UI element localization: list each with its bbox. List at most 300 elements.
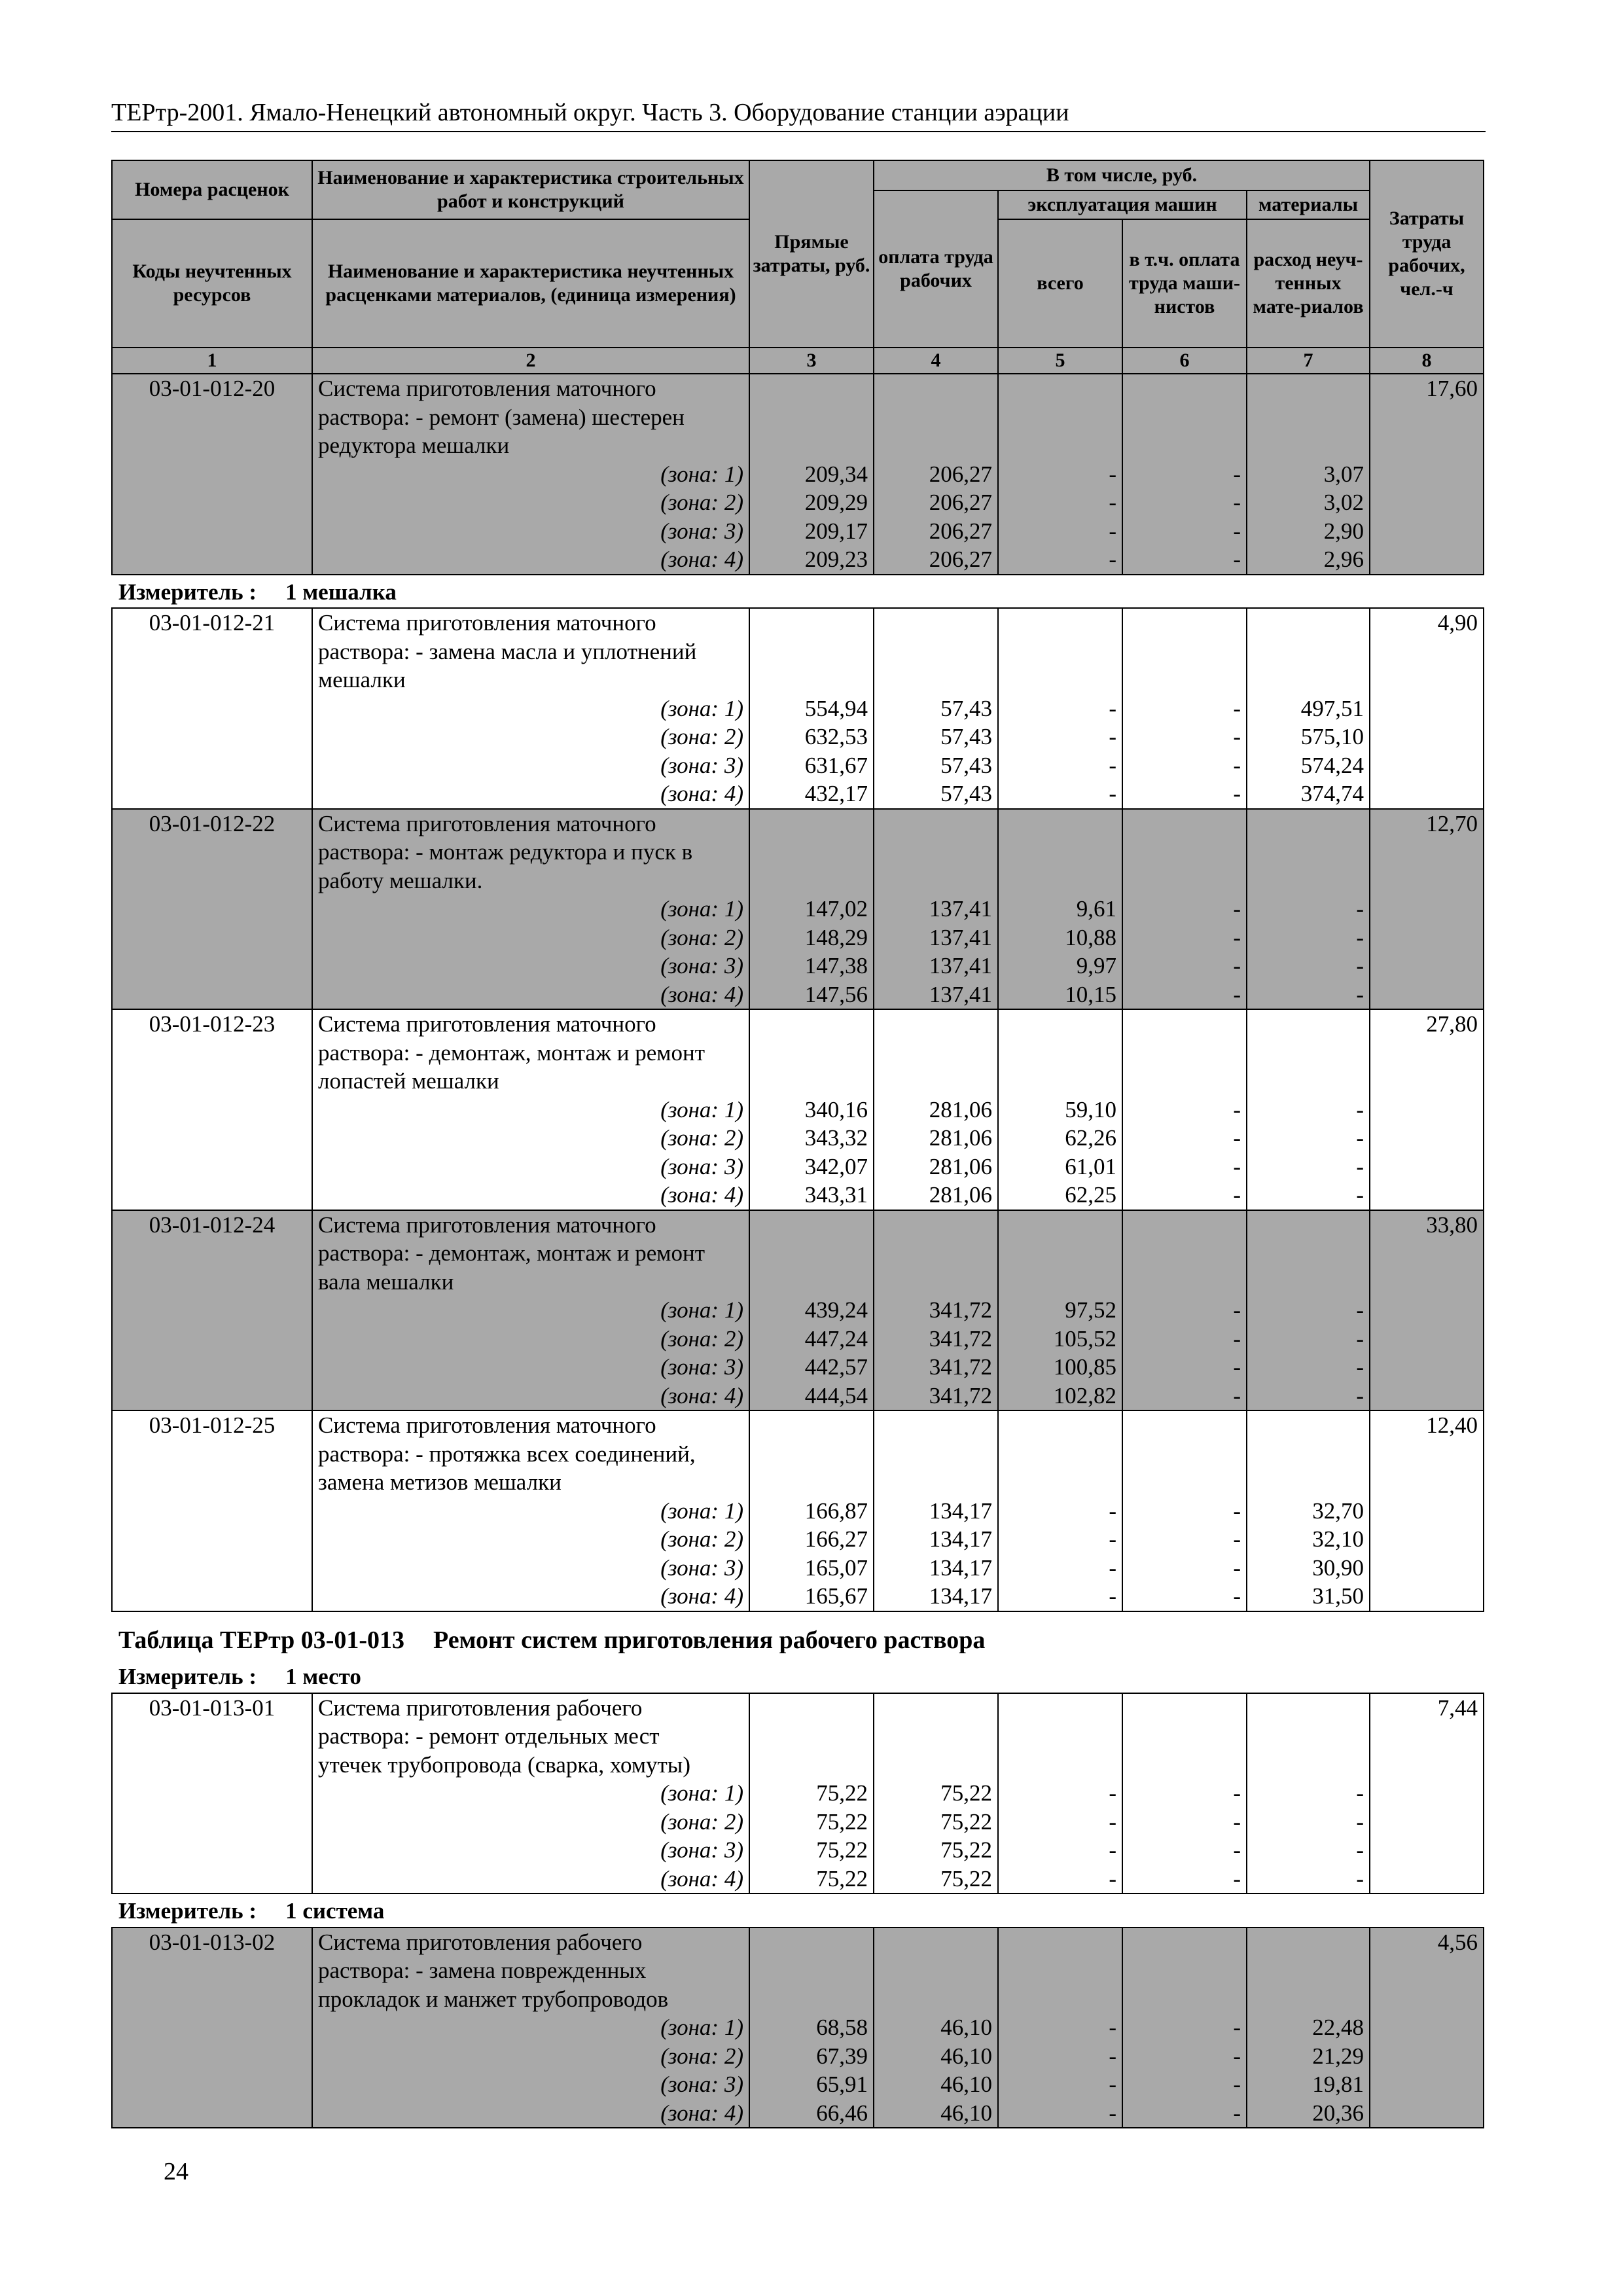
empty-cell	[749, 1956, 874, 1985]
empty-cell	[1247, 1722, 1370, 1751]
table-row	[112, 1124, 1484, 1153]
empty-cell	[749, 608, 874, 637]
empty-cell	[749, 1268, 874, 1297]
rate-code	[112, 637, 312, 666]
zone-label: (зона: 2)	[312, 1124, 749, 1153]
machine-total: -	[998, 1582, 1122, 1611]
operator-pay: -	[1122, 545, 1247, 575]
header-operator-pay: в т.ч. оплата труда маши-нистов	[1122, 219, 1247, 348]
empty-cell	[1122, 431, 1247, 460]
table-row	[112, 867, 1484, 895]
header-including: В том числе, руб.	[874, 160, 1370, 190]
zone-label: (зона: 3)	[312, 952, 749, 980]
machine-total: 62,25	[998, 1181, 1122, 1210]
table-row	[112, 1239, 1484, 1268]
empty-cell	[1122, 1693, 1247, 1723]
machine-total: 105,52	[998, 1325, 1122, 1354]
empty-cell	[749, 1693, 874, 1723]
empty-cell	[1247, 1440, 1370, 1469]
empty-cell	[998, 838, 1122, 867]
direct-cost: 209,23	[749, 545, 874, 575]
work-description: Система приготовления маточного	[312, 608, 749, 637]
empty-cell	[1370, 723, 1484, 751]
labor-cost	[1370, 1239, 1484, 1268]
header-resource-codes: Коды неучтенных ресурсов	[112, 219, 312, 348]
operator-pay: -	[1122, 952, 1247, 980]
empty-cell	[112, 2070, 312, 2099]
table-row	[112, 1582, 1484, 1611]
empty-cell	[1122, 1985, 1247, 2014]
material-cost: 20,36	[1247, 2099, 1370, 2128]
zone-label: (зона: 1)	[312, 895, 749, 924]
empty-cell	[998, 867, 1122, 895]
table-row	[112, 694, 1484, 723]
empty-cell	[874, 1039, 998, 1067]
worker-pay: 46,10	[874, 2099, 998, 2128]
empty-cell	[998, 1039, 1122, 1067]
material-cost: 575,10	[1247, 723, 1370, 751]
labor-cost	[1370, 1956, 1484, 1985]
empty-cell	[998, 608, 1122, 637]
direct-cost: 442,57	[749, 1353, 874, 1382]
rate-code	[112, 1039, 312, 1067]
zone-label: (зона: 2)	[312, 1808, 749, 1837]
table-row	[112, 1325, 1484, 1354]
empty-cell	[998, 666, 1122, 694]
labor-cost: 4,90	[1370, 608, 1484, 637]
material-cost: -	[1247, 1353, 1370, 1382]
empty-cell	[998, 1009, 1122, 1039]
labor-cost	[1370, 867, 1484, 895]
empty-cell	[874, 608, 998, 637]
worker-pay: 341,72	[874, 1296, 998, 1325]
zone-label: (зона: 4)	[312, 1865, 749, 1894]
zone-label: (зона: 2)	[312, 1325, 749, 1354]
work-description: раствора: - протяжка всех соединений,	[312, 1440, 749, 1469]
machine-total: -	[998, 751, 1122, 780]
table-header	[112, 160, 1484, 374]
empty-cell	[1370, 2070, 1484, 2099]
empty-cell	[1247, 403, 1370, 432]
operator-pay: -	[1122, 1296, 1247, 1325]
material-cost: 574,24	[1247, 751, 1370, 780]
material-cost: -	[1247, 924, 1370, 952]
zone-label: (зона: 3)	[312, 1836, 749, 1865]
empty-cell	[1247, 1067, 1370, 1096]
empty-cell	[112, 1382, 312, 1411]
header-machine-operation: эксплуатация машин	[998, 190, 1247, 219]
work-description: работу мешалки.	[312, 867, 749, 895]
header-work-name: Наименование и характеристика строительных работ и конструкций	[312, 160, 749, 219]
empty-cell	[112, 1865, 312, 1894]
machine-total: -	[998, 517, 1122, 546]
empty-cell	[112, 1124, 312, 1153]
empty-cell	[874, 431, 998, 460]
empty-cell	[1247, 1928, 1370, 1957]
header-col-number: 5	[998, 348, 1122, 374]
header-direct-costs: Прямые затраты, руб.	[749, 160, 874, 348]
zone-label: (зона: 1)	[312, 1096, 749, 1124]
table-row	[112, 1096, 1484, 1124]
zone-label: (зона: 4)	[312, 545, 749, 575]
direct-cost: 554,94	[749, 694, 874, 723]
machine-total: -	[998, 545, 1122, 575]
rate-code: 03-01-012-22	[112, 809, 312, 838]
empty-cell	[749, 374, 874, 403]
worker-pay: 281,06	[874, 1124, 998, 1153]
machine-total: -	[998, 488, 1122, 517]
empty-cell	[998, 1239, 1122, 1268]
work-description: раствора: - демонтаж, монтаж и ремонт	[312, 1239, 749, 1268]
empty-cell	[874, 1956, 998, 1985]
empty-cell	[749, 1410, 874, 1440]
zone-label: (зона: 4)	[312, 1382, 749, 1411]
direct-cost: 147,56	[749, 980, 874, 1010]
empty-cell	[749, 637, 874, 666]
empty-cell	[1122, 1722, 1247, 1751]
worker-pay: 46,10	[874, 2070, 998, 2099]
direct-cost: 209,29	[749, 488, 874, 517]
empty-cell	[1122, 1239, 1247, 1268]
operator-pay: -	[1122, 1382, 1247, 1411]
header-col-number: 7	[1247, 348, 1370, 374]
work-description: замена метизов мешалки	[312, 1468, 749, 1497]
empty-cell	[1122, 403, 1247, 432]
work-description: лопастей мешалки	[312, 1067, 749, 1096]
table-row	[112, 2099, 1484, 2128]
table-row	[112, 1751, 1484, 1780]
empty-cell	[874, 1210, 998, 1240]
material-cost: 30,90	[1247, 1554, 1370, 1583]
direct-cost: 342,07	[749, 1153, 874, 1181]
material-cost: -	[1247, 1779, 1370, 1808]
zone-label: (зона: 4)	[312, 780, 749, 809]
worker-pay: 134,17	[874, 1497, 998, 1526]
empty-cell	[1122, 1268, 1247, 1297]
direct-cost: 75,22	[749, 1836, 874, 1865]
work-description: Система приготовления маточного	[312, 1210, 749, 1240]
empty-cell	[1247, 1268, 1370, 1297]
table-row	[112, 1268, 1484, 1297]
measure-unit: 1 система	[285, 1898, 385, 1924]
table-row	[112, 1497, 1484, 1526]
empty-cell	[1247, 431, 1370, 460]
empty-cell	[874, 1067, 998, 1096]
empty-cell	[749, 838, 874, 867]
operator-pay: -	[1122, 924, 1247, 952]
work-description: раствора: - монтаж редуктора и пуск в	[312, 838, 749, 867]
material-cost: -	[1247, 1296, 1370, 1325]
operator-pay: -	[1122, 1554, 1247, 1583]
table-row	[112, 431, 1484, 460]
table-row	[112, 751, 1484, 780]
empty-cell	[112, 924, 312, 952]
work-description: раствора: - замена поврежденных	[312, 1956, 749, 1985]
measure-cell	[112, 1660, 1484, 1693]
material-cost: 19,81	[1247, 2070, 1370, 2099]
table-row	[112, 1296, 1484, 1325]
table-row	[112, 1181, 1484, 1210]
worker-pay: 57,43	[874, 780, 998, 809]
labor-cost: 4,56	[1370, 1928, 1484, 1957]
zone-label: (зона: 4)	[312, 1582, 749, 1611]
operator-pay: -	[1122, 2042, 1247, 2071]
empty-cell	[112, 1096, 312, 1124]
empty-cell	[749, 1440, 874, 1469]
direct-cost: 165,67	[749, 1582, 874, 1611]
work-description: Система приготовления рабочего	[312, 1693, 749, 1723]
empty-cell	[1247, 1009, 1370, 1039]
labor-cost: 12,40	[1370, 1410, 1484, 1440]
table-row	[112, 608, 1484, 637]
material-cost: -	[1247, 1096, 1370, 1124]
zone-label: (зона: 4)	[312, 2099, 749, 2128]
machine-total: 10,88	[998, 924, 1122, 952]
work-description: раствора: - демонтаж, монтаж и ремонт	[312, 1039, 749, 1067]
empty-cell	[112, 952, 312, 980]
rate-code	[112, 867, 312, 895]
worker-pay: 206,27	[874, 545, 998, 575]
direct-cost: 66,46	[749, 2099, 874, 2128]
rate-code	[112, 1440, 312, 1469]
empty-cell	[749, 1722, 874, 1751]
rate-code	[112, 666, 312, 694]
empty-cell	[1247, 608, 1370, 637]
worker-pay: 137,41	[874, 924, 998, 952]
work-description: мешалки	[312, 666, 749, 694]
rate-code	[112, 1751, 312, 1780]
empty-cell	[112, 751, 312, 780]
empty-cell	[1122, 867, 1247, 895]
work-description: Система приготовления рабочего	[312, 1928, 749, 1957]
table-row	[112, 1468, 1484, 1497]
table-row	[112, 2070, 1484, 2099]
empty-cell	[1247, 1210, 1370, 1240]
table-row	[112, 1808, 1484, 1837]
table-row	[112, 1440, 1484, 1469]
operator-pay: -	[1122, 1124, 1247, 1153]
empty-cell	[1370, 1779, 1484, 1808]
empty-cell	[1370, 980, 1484, 1010]
direct-cost: 340,16	[749, 1096, 874, 1124]
operator-pay: -	[1122, 2070, 1247, 2099]
table-row	[112, 488, 1484, 517]
header-rate-numbers: Номера расценок	[112, 160, 312, 219]
zone-label: (зона: 2)	[312, 1525, 749, 1554]
table-row	[112, 980, 1484, 1010]
worker-pay: 206,27	[874, 460, 998, 489]
machine-total: -	[998, 1808, 1122, 1837]
empty-cell	[112, 1808, 312, 1837]
empty-cell	[1247, 1693, 1370, 1723]
empty-cell	[112, 1582, 312, 1611]
empty-cell	[1370, 1296, 1484, 1325]
empty-cell	[1122, 1410, 1247, 1440]
material-cost: 497,51	[1247, 694, 1370, 723]
empty-cell	[998, 1468, 1122, 1497]
table-row	[112, 2042, 1484, 2071]
labor-cost	[1370, 1468, 1484, 1497]
empty-cell	[1247, 1751, 1370, 1780]
direct-cost: 147,38	[749, 952, 874, 980]
table-row	[112, 403, 1484, 432]
empty-cell	[998, 1440, 1122, 1469]
material-cost: 21,29	[1247, 2042, 1370, 2071]
empty-cell	[749, 1067, 874, 1096]
empty-cell	[112, 1554, 312, 1583]
material-cost: -	[1247, 1153, 1370, 1181]
machine-total: -	[998, 723, 1122, 751]
empty-cell	[1122, 608, 1247, 637]
direct-cost: 68,58	[749, 2013, 874, 2042]
header-col-number: 4	[874, 348, 998, 374]
empty-cell	[874, 1985, 998, 2014]
header-col-number: 6	[1122, 348, 1247, 374]
worker-pay: 46,10	[874, 2013, 998, 2042]
empty-cell	[1247, 1956, 1370, 1985]
labor-cost	[1370, 1985, 1484, 2014]
empty-cell	[1370, 1554, 1484, 1583]
empty-cell	[998, 1693, 1122, 1723]
measure-unit: 1 мешалка	[285, 579, 397, 605]
labor-cost	[1370, 1067, 1484, 1096]
header-col-number: 3	[749, 348, 874, 374]
worker-pay: 341,72	[874, 1353, 998, 1382]
worker-pay: 57,43	[874, 723, 998, 751]
worker-pay: 281,06	[874, 1096, 998, 1124]
zone-label: (зона: 1)	[312, 2013, 749, 2042]
material-cost: -	[1247, 1382, 1370, 1411]
work-description: раствора: - ремонт отдельных мест	[312, 1722, 749, 1751]
labor-cost	[1370, 1440, 1484, 1469]
empty-cell	[874, 666, 998, 694]
material-cost: 2,96	[1247, 545, 1370, 575]
table-row	[112, 1722, 1484, 1751]
empty-cell	[1247, 867, 1370, 895]
table-row	[112, 374, 1484, 403]
machine-total: 9,61	[998, 895, 1122, 924]
labor-cost	[1370, 431, 1484, 460]
labor-cost	[1370, 1751, 1484, 1780]
empty-cell	[1370, 460, 1484, 489]
empty-cell	[1370, 1382, 1484, 1411]
zone-label: (зона: 3)	[312, 1153, 749, 1181]
material-cost: 31,50	[1247, 1582, 1370, 1611]
table-row	[112, 1353, 1484, 1382]
labor-cost	[1370, 1722, 1484, 1751]
empty-cell	[874, 1239, 998, 1268]
direct-cost: 75,22	[749, 1865, 874, 1894]
empty-cell	[749, 1928, 874, 1957]
labor-cost: 33,80	[1370, 1210, 1484, 1240]
worker-pay: 75,22	[874, 1865, 998, 1894]
work-description: Система приготовления маточного	[312, 374, 749, 403]
machine-total: -	[998, 1836, 1122, 1865]
operator-pay: -	[1122, 1325, 1247, 1354]
direct-cost: 209,34	[749, 460, 874, 489]
zone-label: (зона: 1)	[312, 1497, 749, 1526]
operator-pay: -	[1122, 1779, 1247, 1808]
labor-cost: 27,80	[1370, 1009, 1484, 1039]
work-description: утечек трубопровода (сварка, хомуты)	[312, 1751, 749, 1780]
empty-cell	[998, 403, 1122, 432]
direct-cost: 65,91	[749, 2070, 874, 2099]
empty-cell	[1370, 952, 1484, 980]
empty-cell	[1247, 1985, 1370, 2014]
rate-code: 03-01-013-02	[112, 1928, 312, 1957]
machine-total: 102,82	[998, 1382, 1122, 1411]
measure-label: Измеритель :	[118, 579, 257, 605]
worker-pay: 46,10	[874, 2042, 998, 2071]
work-description: Система приготовления маточного	[312, 1009, 749, 1039]
table-row	[112, 1410, 1484, 1440]
empty-cell	[1370, 694, 1484, 723]
operator-pay: -	[1122, 2099, 1247, 2128]
empty-cell	[1247, 1410, 1370, 1440]
direct-cost: 166,27	[749, 1525, 874, 1554]
header-col-number: 2	[312, 348, 749, 374]
empty-cell	[998, 374, 1122, 403]
rates-body	[112, 374, 1484, 2128]
header-unaccounted-materials: расход неуч-тенных мате-риалов	[1247, 219, 1370, 348]
empty-cell	[1247, 1239, 1370, 1268]
empty-cell	[1370, 1865, 1484, 1894]
empty-cell	[1370, 488, 1484, 517]
machine-total: -	[998, 1865, 1122, 1894]
header-col-number: 8	[1370, 348, 1484, 374]
zone-label: (зона: 2)	[312, 924, 749, 952]
empty-cell	[112, 1525, 312, 1554]
rate-code: 03-01-013-01	[112, 1693, 312, 1723]
direct-cost: 75,22	[749, 1779, 874, 1808]
zone-label: (зона: 2)	[312, 488, 749, 517]
machine-total: -	[998, 1525, 1122, 1554]
empty-cell	[1122, 809, 1247, 838]
table-row	[112, 1693, 1484, 1723]
machine-total: -	[998, 1497, 1122, 1526]
material-cost: -	[1247, 1325, 1370, 1354]
empty-cell	[112, 517, 312, 546]
operator-pay: -	[1122, 1525, 1247, 1554]
empty-cell	[874, 1693, 998, 1723]
machine-total: 9,97	[998, 952, 1122, 980]
table-row	[112, 460, 1484, 489]
empty-cell	[874, 1410, 998, 1440]
zone-label: (зона: 3)	[312, 1554, 749, 1583]
empty-cell	[112, 2042, 312, 2071]
table-row	[112, 517, 1484, 546]
direct-cost: 631,67	[749, 751, 874, 780]
empty-cell	[874, 1268, 998, 1297]
rate-code	[112, 838, 312, 867]
labor-cost: 17,60	[1370, 374, 1484, 403]
empty-cell	[1370, 1096, 1484, 1124]
empty-cell	[998, 1410, 1122, 1440]
empty-cell	[998, 809, 1122, 838]
header-materials: материалы	[1247, 190, 1370, 219]
table-row	[112, 1210, 1484, 1240]
empty-cell	[1370, 751, 1484, 780]
zone-label: (зона: 2)	[312, 723, 749, 751]
operator-pay: -	[1122, 460, 1247, 489]
empty-cell	[112, 460, 312, 489]
empty-cell	[112, 2013, 312, 2042]
operator-pay: -	[1122, 1181, 1247, 1210]
table-row	[112, 1779, 1484, 1808]
empty-cell	[1122, 1039, 1247, 1067]
empty-cell	[1370, 895, 1484, 924]
empty-cell	[749, 666, 874, 694]
